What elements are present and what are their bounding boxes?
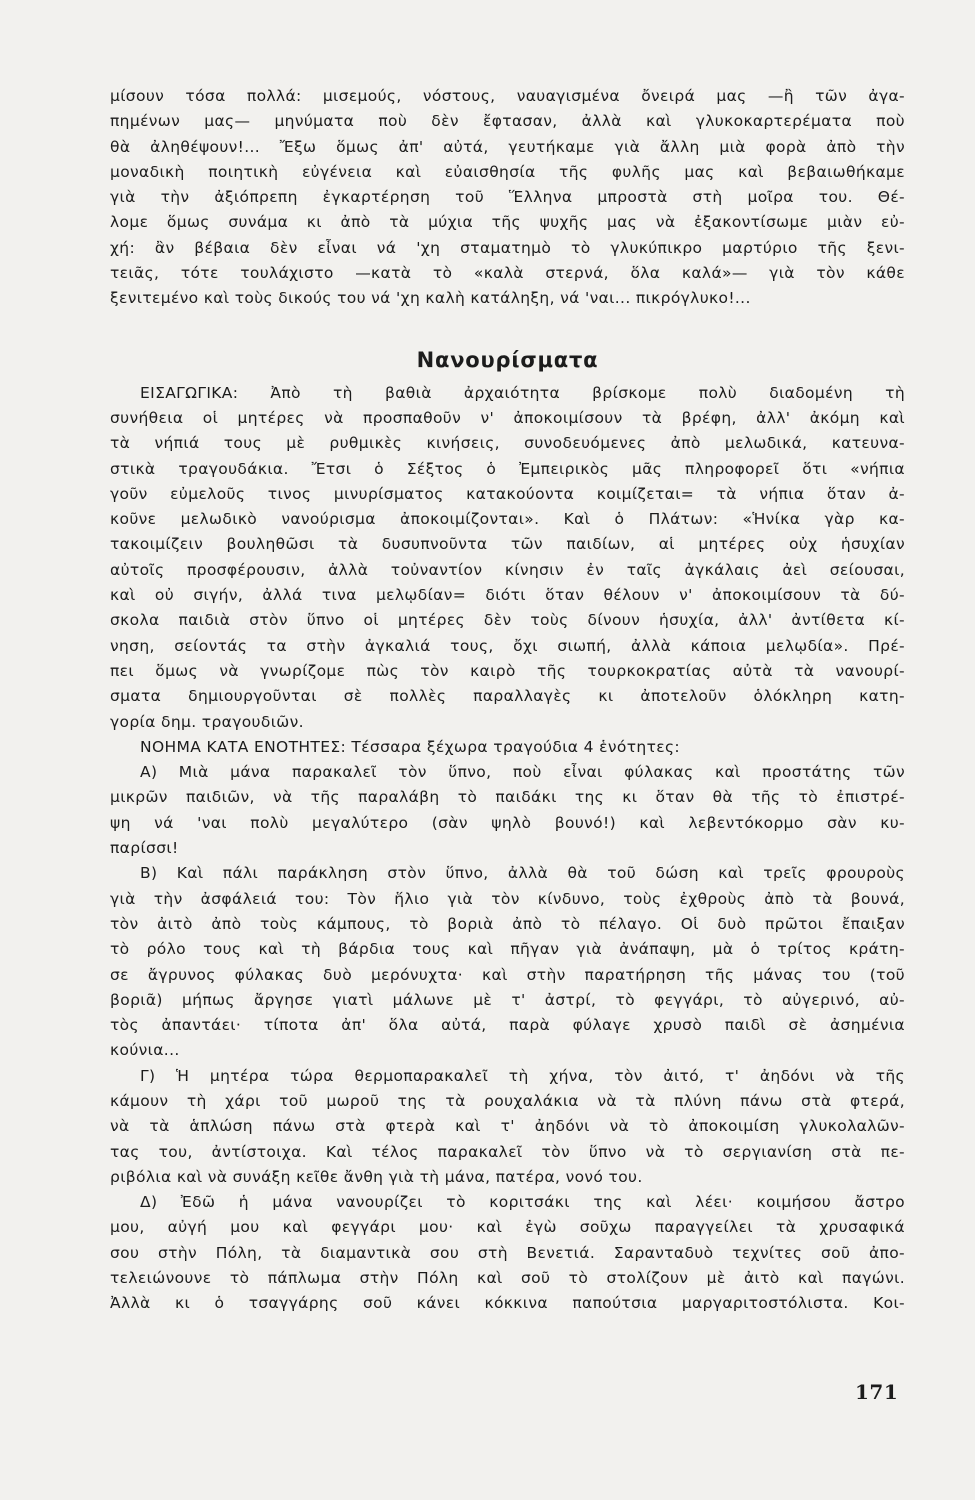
text-line: μοναδικὴ ποιητικὴ εὐγένεια καὶ εὐαισθησία τῆς φυλῆς μας καὶ βεβαιωθήκαμε — [110, 162, 905, 181]
text-line: πημένων μας— μηνύματα ποὺ δὲν ἔφτασαν, ἀλλὰ καὶ γλυκοκαρτερέματα ποὺ — [110, 112, 905, 131]
text-line: καὶ οὐ σιγήν, ἀλλά τινα μελῳδίαν= διότι ὅταν θέλουν ν' ἀποκοιμίσουν τὰ δύ- — [110, 586, 905, 605]
text-line: ΕΙΣΑΓΩΓΙΚΑ: Ἀπὸ τὴ βαθιὰ ἀρχαιότητα βρίσκομε πολὺ διαδομένη τὴ — [140, 383, 905, 402]
page-number: 171 — [855, 1380, 899, 1404]
text-line: σου στὴν Πόλη, τὰ διαμαντικὰ σου στὴ Βενετιά. Σαρανταδυὸ τεχνίτες σοῦ ἀπο- — [110, 1243, 905, 1262]
text-line: λομε ὅμως συνάμα κι ἀπὸ τὰ μύχια τῆς ψυχῆς μας νὰ ἐξακοντίσωμε μιὰν εὐ- — [110, 213, 905, 232]
text-line: Δ) Ἐδῶ ἡ μάνα νανουρίζει τὸ κοριτσάκι της καὶ λέει· κοιμήσου ἄστρο — [140, 1193, 905, 1212]
section-a-paragraph — [110, 760, 905, 861]
text-line: τακοιμίζειν βουληθῶσι τὰ δυσυπνοῦντα τῶν παιδίων, αἱ μητέρες οὐχ ἡσυχίαν — [110, 535, 905, 554]
text-line: σε ἄγρυνος φύλακας δυὸ μερόνυχτα· καὶ στὴν παρατήρηση τῆς μάνας του (τοῦ — [110, 965, 905, 984]
noima-paragraph — [110, 735, 905, 760]
text-line: γιὰ τὴν ἀσφάλειά του: Τὸν ἥλιο γιὰ τὸν κίνδυνο, τοὺς ἐχθροὺς ἀπὸ τὰ βουνά, — [110, 889, 905, 908]
text-line: τελειώνουνε τὸ πάπλωμα στὴν Πόλη καὶ σοῦ τὸ στολίζουν μὲ ἀιτὸ καὶ παγώνι. — [110, 1269, 905, 1288]
text-line: σματα δημιουργοῦνται σὲ πολλὲς παραλλαγὲς κι ἀποτελοῦν ὁλόκληρη κατη- — [110, 687, 905, 706]
section-b-paragraph — [110, 861, 905, 1063]
text-line: σκολα παιδιὰ στὸν ὕπνο οἱ μητέρες δὲν τοὺς δίνουν ἡσυχία, ἀλλ' ἀντίθετα κί- — [110, 611, 905, 630]
eisagogika-paragraph — [110, 381, 905, 735]
text-line: Β) Καὶ πάλι παράκληση στὸν ὕπνο, ἀλλὰ θὰ τοῦ δώση καὶ τρεῖς φρουροὺς — [140, 864, 905, 883]
text-line: κάμουν τὴ χάρι τοῦ μωροῦ της τὰ ρουχαλάκια νὰ τὰ πλύνη πάνω στὰ φτερά, — [110, 1091, 905, 1110]
text-line: μου, αὐγή μου καὶ φεγγάρι μου· καὶ ἐγὼ σοῦχω παραγγείλει τὰ χρυσαφικά — [110, 1218, 905, 1237]
intro-paragraph — [110, 84, 905, 312]
page-body — [110, 84, 905, 1317]
text-line: ριβόλια καὶ νὰ συνάξη κεῖθε ἄνθη γιὰ τὴ μάνα, πατέρα, νονό του. — [110, 1167, 643, 1186]
text-line: αὐτοῖς προσφέρουσιν, ἀλλὰ τοὐναντίον κίνησιν ἐν ταῖς ἀγκάλαις ἀεὶ σείουσαι, — [110, 560, 905, 579]
text-line: νὰ τὰ ἁπλώση πάνω στὰ φτερὰ καὶ τ' ἀηδόνι νὰ τὸ ἀποκοιμίση γλυκολαλῶν- — [110, 1117, 905, 1136]
text-line: κούνια... — [110, 1041, 180, 1060]
text-line: Ἀλλὰ κι ὁ τσαγγάρης σοῦ κάνει κόκκινα παπούτσια μαργαριτοστόλιστα. Κοι- — [110, 1294, 905, 1313]
text-line: τὰ νήπιά τους μὲ ρυθμικὲς κινήσεις, συνοδευόμενες ἀπὸ μελωδικά, κατευνα- — [110, 434, 905, 453]
text-line: γιὰ τὴν ἀξιόπρεπη ἐγκαρτέρηση τοῦ Ἕλληνα μπροστὰ στὴ μοῖρα του. Θέ- — [110, 188, 905, 207]
text-line: παρίσσι! — [110, 839, 179, 858]
text-line: ξενιτεμένο καὶ τοὺς δικούς του νά 'χη καλὴ κατάληξη, νά 'ναι... πικρόγλυκο!... — [110, 289, 751, 308]
text-line: μικρῶν παιδιῶν, νὰ τῆς παραλάβη τὸ παιδάκι της κι ὅταν θὰ τῆς τὸ ἐπιστρέ- — [110, 788, 905, 807]
text-line: τας του, ἀντίστοιχα. Καὶ τέλος παρακαλεῖ τὸν ὕπνο νὰ τὸ σεργιανίση στὰ πε- — [110, 1142, 905, 1161]
text-line: Α) Μιὰ μάνα παρακαλεῖ τὸν ὕπνο, ποὺ εἶναι φύλακας καὶ προστάτης τῶν — [140, 763, 905, 782]
text-line: συνήθεια οἱ μητέρες νὰ προσπαθοῦν ν' ἀποκοιμίσουν τὰ βρέφη, ἀλλ' ἀκόμη καὶ — [110, 408, 905, 427]
section-d-paragraph — [110, 1190, 905, 1316]
text-line: χή: ἂν βέβαια δὲν εἶναι νά 'χη σταματημὸ τὸ γλυκύπικρο μαρτύριο τῆς ξενι- — [110, 238, 905, 257]
text-line: νηση, σείοντάς τα στὴν ἀγκαλιά τους, ὄχι σιωπή, ἀλλὰ κάποια μελῳδία». Πρέ- — [110, 636, 905, 655]
text-line: βοριᾶ) μήπως ἄργησε γιατὶ μάλωνε μὲ τ' ἀστρί, τὸ φεγγάρι, τὸ αὐγερινό, αὐ- — [110, 990, 905, 1009]
text-line: γορία δημ. τραγουδιῶν. — [110, 712, 304, 731]
text-line: τὸς ἀπαντάει· τίποτα ἀπ' ὅλα αὐτά, παρὰ φύλαγε χρυσὸ παιδὶ σὲ ἀσημένια — [110, 1016, 905, 1035]
text-line: τειᾶς, τότε τουλάχιστο —κατὰ τὸ «καλὰ στερνά, ὅλα καλά»— γιὰ τὸν κάθε — [110, 264, 905, 283]
text-line: πει ὅμως νὰ γνωρίζομε πὼς τὸν καιρὸ τῆς τουρκοκρατίας αὐτὰ τὰ νανουρί- — [110, 661, 905, 680]
text-line: ψη νά 'ναι πολὺ μεγαλύτερο (σὰν ψηλὸ βουνό!) καὶ λεβεντόκορμο σὰν κυ- — [110, 813, 905, 832]
text-line: γοῦν εὐμελοῦς τινος μινυρίσματος κατακούοντα κοιμίζεται= τὰ νήπια ὅταν ἀ- — [110, 484, 905, 503]
text-line: στικὰ τραγουδάκια. Ἔτσι ὁ Σέξτος ὁ Ἐμπειρικὸς μᾶς πληροφορεῖ ὅτι «νήπια — [110, 459, 905, 478]
text-line: Γ) Ἡ μητέρα τώρα θερμοπαρακαλεῖ τὴ χήνα, τὸν ἀιτό, τ' ἀηδόνι νὰ τῆς — [140, 1066, 905, 1085]
text-line: ΝΟΗΜΑ ΚΑΤΑ ΕΝΟΤΗΤΕΣ: Τέσσαρα ξέχωρα τραγούδια 4 ἑνότητες: — [140, 737, 680, 756]
text-line: τὸ ρόλο τους καὶ τὴ βάρδια τους καὶ πῆγαν γιὰ ἀνάπαψη, μὰ ὁ τρίτος κράτη- — [110, 940, 905, 959]
section-title: Νανουρίσματα — [416, 347, 599, 372]
text-line: κοῦνε μελωδικὸ νανούρισμα ἀποκοιμίζονται». Καὶ ὁ Πλάτων: «Ἡνίκα γὰρ κα- — [110, 510, 905, 529]
section-g-paragraph — [110, 1064, 905, 1190]
text-line: θὰ ἀληθέψουν!... Ἔξω ὅμως ἀπ' αὐτά, γευτήκαμε γιὰ ἄλλη μιὰ φορὰ ἀπὸ τὴν — [110, 137, 905, 156]
text-line: μίσουν τόσα πολλά: μισεμούς, νόστους, ναυαγισμένα ὄνειρά μας —ἢ τῶν ἀγα- — [110, 87, 905, 105]
text-line: τὸν ἀιτὸ ἀπὸ τοὺς κάμπους, τὸ βοριὰ ἀπὸ τὸ πέλαγο. Οἱ δυὸ πρῶτοι ἔπαιξαν — [110, 914, 905, 933]
